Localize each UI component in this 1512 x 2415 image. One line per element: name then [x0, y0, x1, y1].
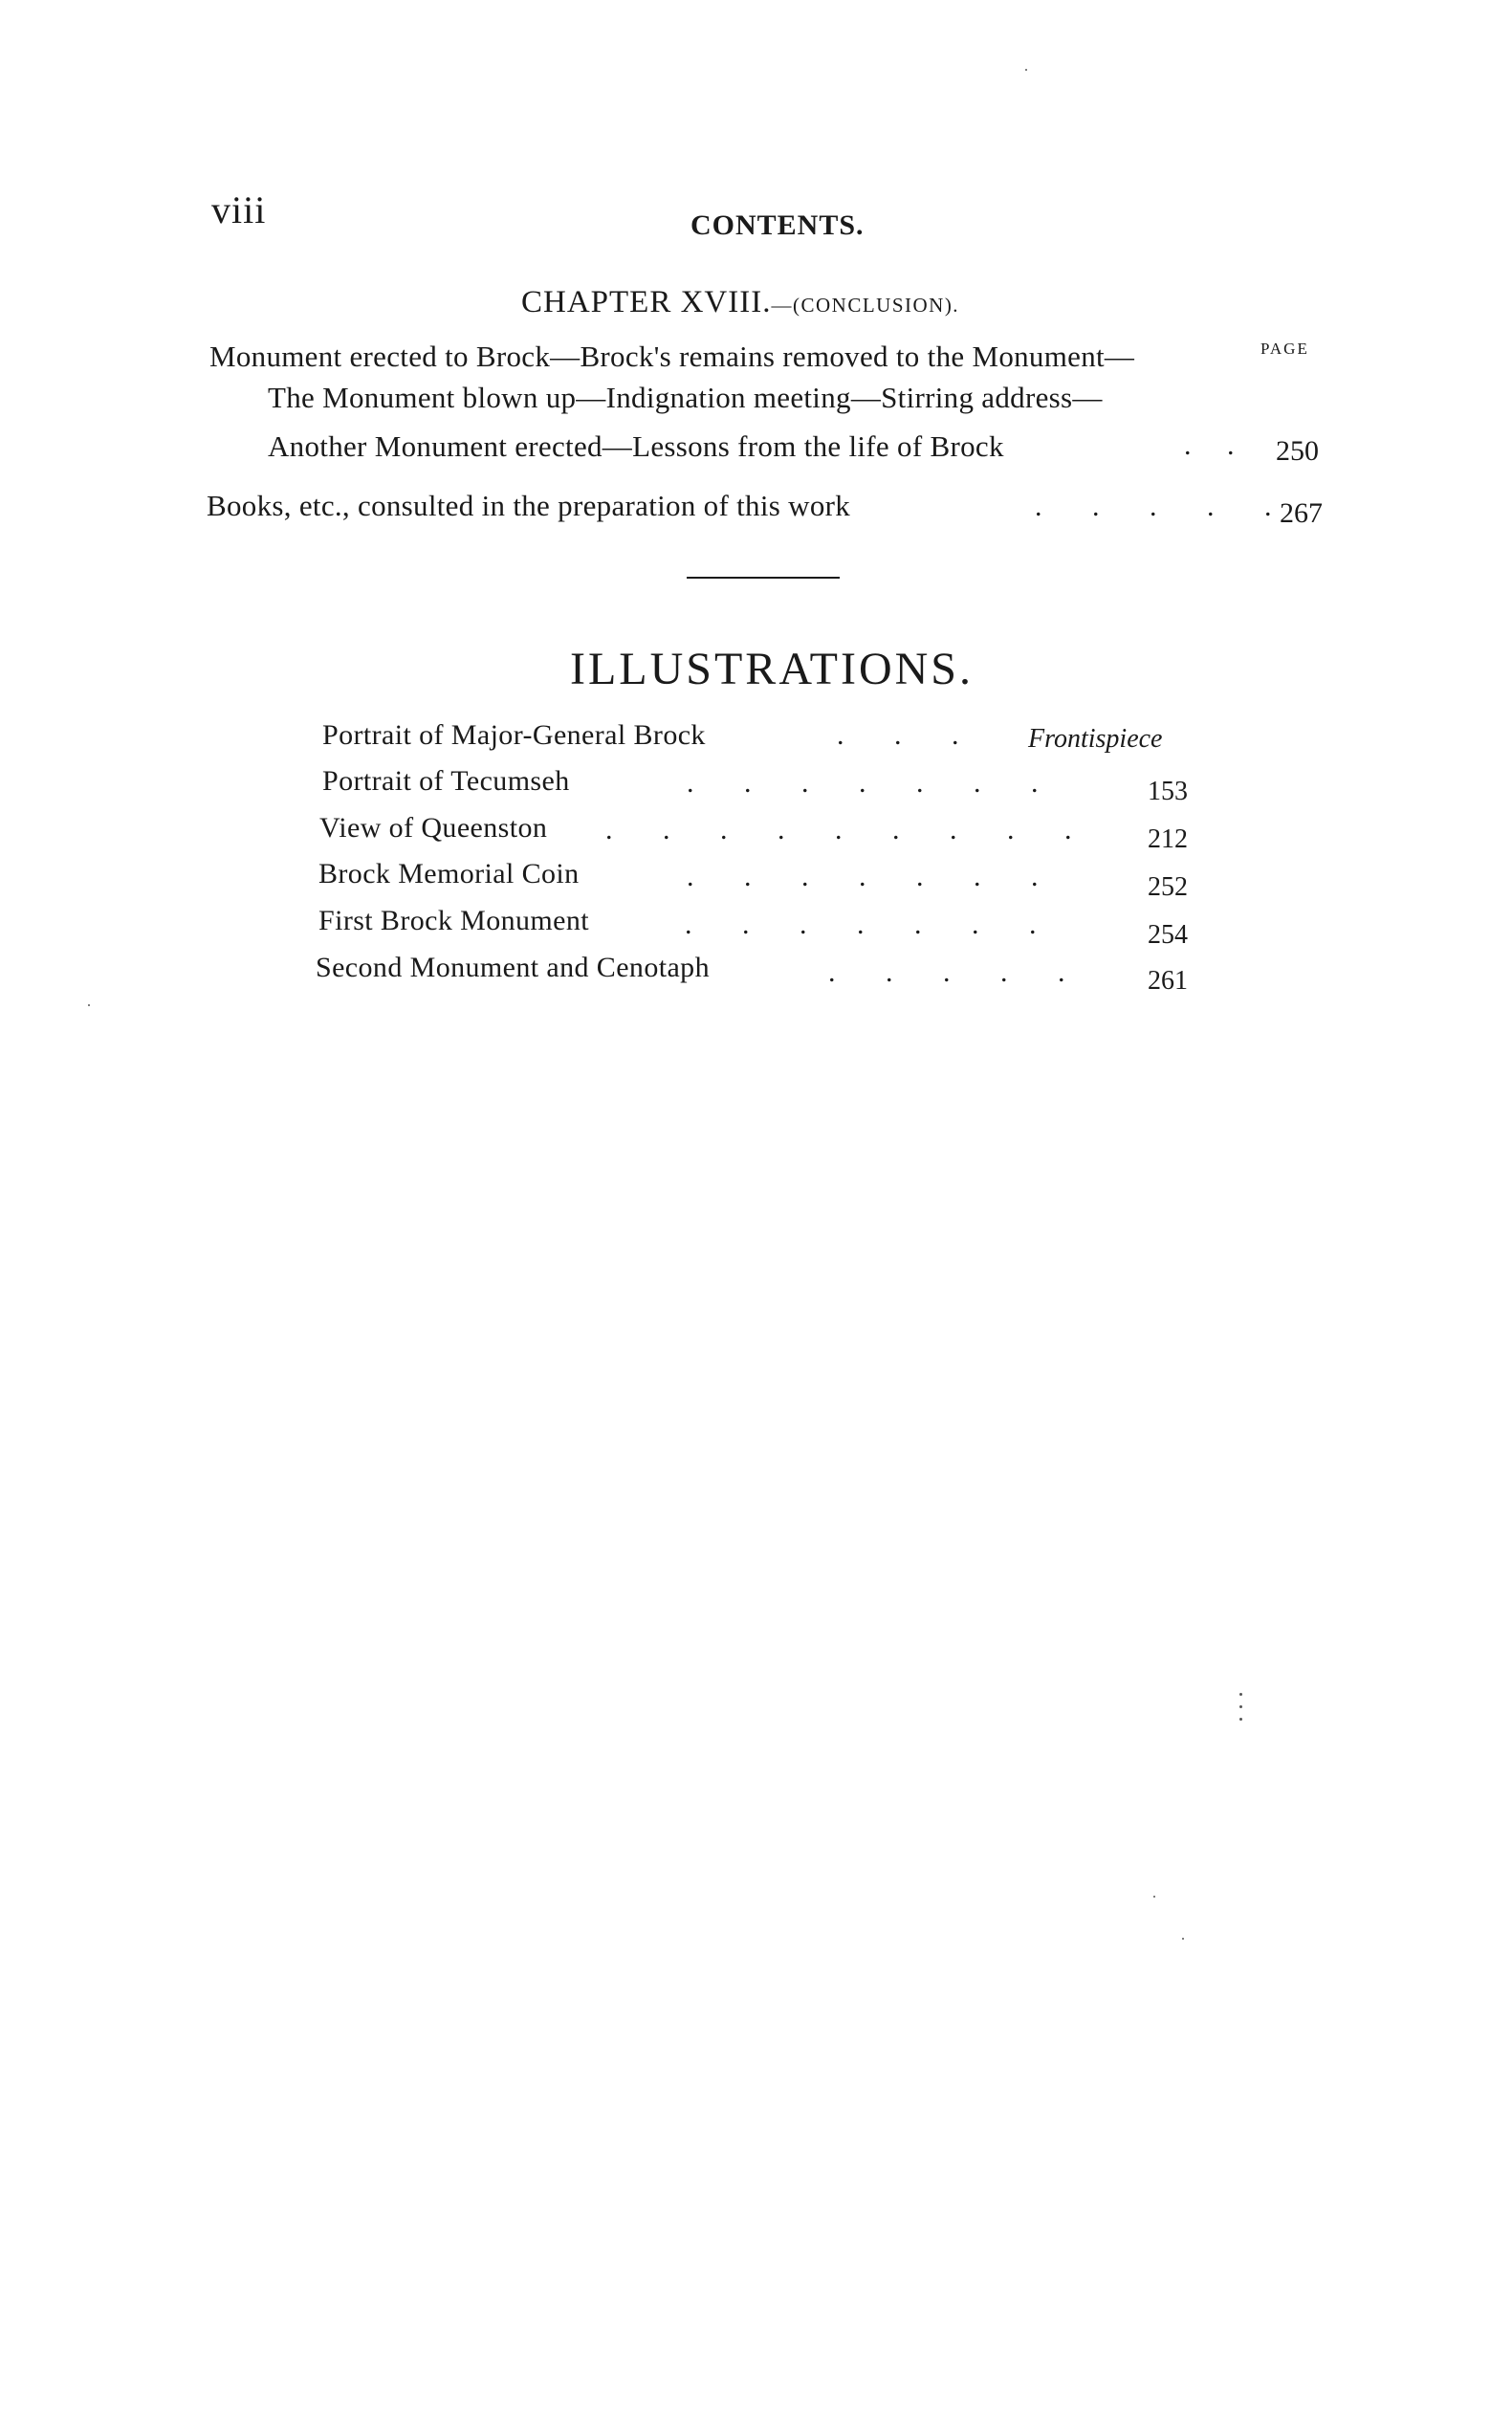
dot-leader: . . . . . . .	[687, 861, 1039, 892]
dot-leader: . . . . . . . . .	[605, 814, 1072, 845]
illustration-page: 252	[1148, 872, 1188, 902]
illustration-page: 261	[1148, 966, 1188, 996]
scan-speck	[1239, 1693, 1242, 1696]
books-entry-page: 267	[1280, 497, 1323, 529]
dot-leader: . . .	[837, 719, 959, 751]
chapter-heading	[521, 285, 959, 320]
illustration-page: 254	[1148, 920, 1188, 950]
scan-speck	[1239, 1705, 1242, 1708]
illustration-page: Frontispiece	[1028, 724, 1163, 754]
illustration-title: View of Queenston	[319, 812, 548, 844]
dot-leader: . . . . .	[1035, 491, 1272, 522]
chapter-entry-line-3: Another Monument erected—Lessons from the life of Brock	[268, 429, 1004, 463]
chapter-entry-line-1: Monument erected to Brock—Brock's remains removed to the Monument—	[209, 340, 1135, 373]
page-column-label: PAGE	[1260, 340, 1309, 358]
scan-speck	[1025, 69, 1027, 71]
chapter-heading-suffix: —(CONCLUSION).	[771, 294, 960, 317]
scan-speck	[88, 1004, 90, 1006]
section-divider	[687, 577, 840, 579]
page-number: viii	[211, 188, 267, 231]
dot-leader: . .	[1184, 429, 1235, 461]
chapter-entry-page: 250	[1276, 435, 1319, 467]
illustration-title: Portrait of Major-General Brock	[322, 719, 706, 751]
dot-leader: . . . . . . .	[685, 909, 1037, 940]
books-entry-title: Books, etc., consulted in the preparation of this work	[207, 489, 851, 522]
illustration-page: 212	[1148, 824, 1188, 854]
scan-speck	[1239, 1718, 1242, 1721]
illustrations-heading: ILLUSTRATIONS.	[570, 644, 974, 694]
running-head: CONTENTS.	[690, 209, 865, 241]
scan-speck	[1153, 1896, 1155, 1898]
chapter-heading-title: CHAPTER XVIII.	[521, 285, 772, 319]
dot-leader: . . . . . . .	[687, 767, 1039, 799]
illustration-title: Portrait of Tecumseh	[322, 765, 570, 797]
chapter-entry-line-2: The Monument blown up—Indignation meeting—Stirring address—	[268, 381, 1103, 414]
illustration-page: 153	[1148, 777, 1188, 806]
scan-speck	[1182, 1938, 1184, 1940]
dot-leader: . . . . .	[828, 956, 1065, 988]
illustration-title: Brock Memorial Coin	[318, 858, 580, 889]
illustration-title: Second Monument and Cenotaph	[316, 952, 710, 983]
illustration-title: First Brock Monument	[318, 905, 589, 936]
